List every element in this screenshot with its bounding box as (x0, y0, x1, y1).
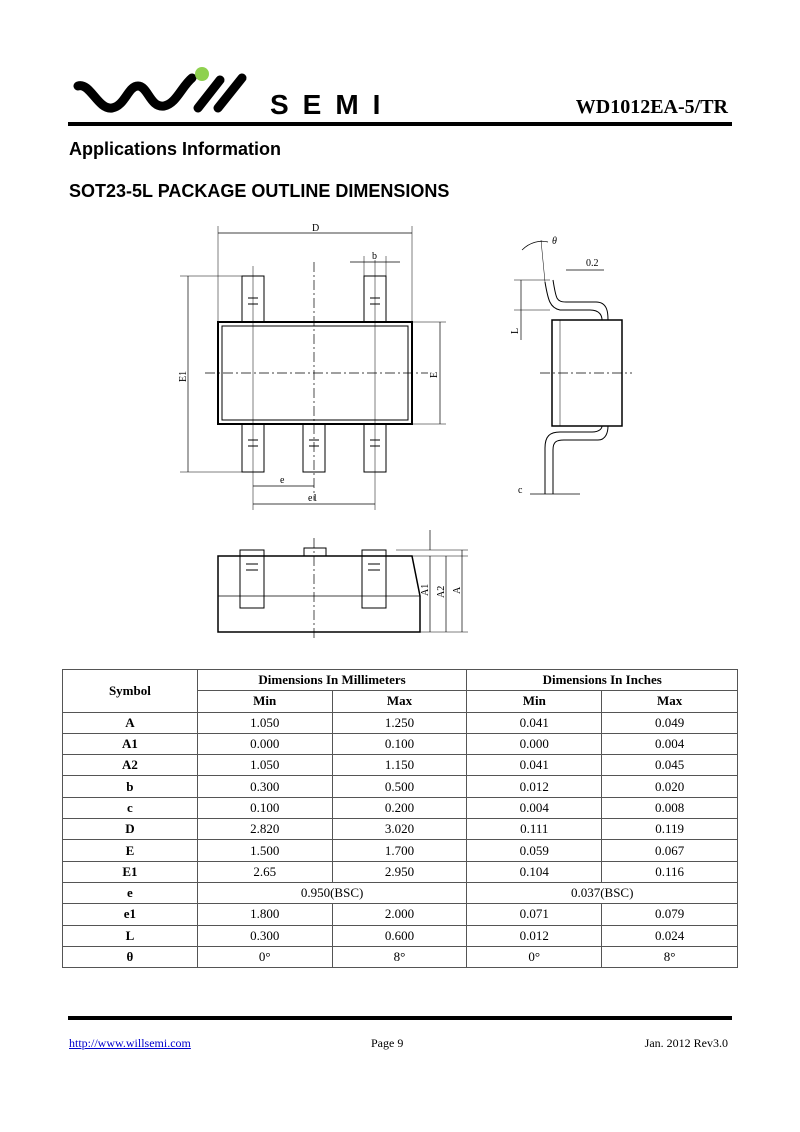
table-row (63, 904, 738, 925)
mm-max-cell: 0.500 (332, 776, 467, 797)
in-min-cell: 0° (467, 946, 602, 967)
in-min-cell: 0.059 (467, 840, 602, 861)
revision-date: Jan. 2012 Rev3.0 (644, 1036, 728, 1050)
table-row (63, 840, 738, 861)
label-theta: θ (552, 236, 557, 247)
in-min-cell: 0.012 (467, 925, 602, 946)
mm-min-cell: 0.300 (197, 776, 332, 797)
in-max-cell: 0.079 (602, 904, 738, 925)
page-number: Page 9 (371, 1036, 404, 1050)
in-min-cell: 0.104 (467, 861, 602, 882)
top-view (180, 226, 446, 510)
table-row (63, 776, 738, 797)
table-row (63, 819, 738, 840)
header-inches: Dimensions In Inches (467, 670, 738, 691)
label-offset: 0.2 (586, 258, 599, 269)
willsemi-logo (70, 64, 410, 118)
header-rule (68, 122, 732, 126)
table-row (63, 861, 738, 882)
mm-max-cell: 2.000 (332, 904, 467, 925)
row-symbol: e (63, 882, 198, 903)
header-symbol: Symbol (63, 670, 198, 713)
in-max-cell: 0.020 (602, 776, 738, 797)
in-min-cell: 0.004 (467, 797, 602, 818)
row-symbol: θ (63, 946, 198, 967)
in-max-cell: 0.045 (602, 755, 738, 776)
in-min-cell: 0.041 (467, 755, 602, 776)
row-symbol: D (63, 819, 198, 840)
mm-min-cell: 0.100 (197, 797, 332, 818)
row-symbol: c (63, 797, 198, 818)
in-max-cell: 0.116 (602, 861, 738, 882)
in-min-cell: 0.111 (467, 819, 602, 840)
package-heading: SOT23-5L PACKAGE OUTLINE DIMENSIONS (69, 181, 450, 201)
in-max-cell: 0.024 (602, 925, 738, 946)
mm-max-cell: 0.600 (332, 925, 467, 946)
in-max-cell: 0.004 (602, 733, 738, 754)
row-symbol: E (63, 840, 198, 861)
table-row (63, 925, 738, 946)
table-row (63, 797, 738, 818)
header-in-max: Max (602, 691, 738, 712)
section-heading: Applications Information (69, 139, 282, 159)
label-e: e (280, 475, 285, 486)
document-id: WD1012EA-5/TR (575, 96, 728, 118)
row-symbol: b (63, 776, 198, 797)
mm-min-cell: 0° (197, 946, 332, 967)
label-A2: A2 (436, 585, 447, 598)
in-max-cell: 0.119 (602, 819, 738, 840)
header-mm-min: Min (197, 691, 332, 712)
mm-min-cell: 0.300 (197, 925, 332, 946)
mm-min-cell: 0.000 (197, 733, 332, 754)
table-row (63, 712, 738, 733)
label-A: A (452, 586, 463, 594)
in-max-cell: 0.049 (602, 712, 738, 733)
in-max-cell: 0.008 (602, 797, 738, 818)
in-min-cell: 0.071 (467, 904, 602, 925)
mm-max-cell: 2.950 (332, 861, 467, 882)
row-symbol: A2 (63, 755, 198, 776)
in-min-cell: 0.012 (467, 776, 602, 797)
mm-max-cell: 1.150 (332, 755, 467, 776)
label-c: c (518, 485, 523, 496)
mm-min-cell: 1.050 (197, 712, 332, 733)
table-row (63, 733, 738, 754)
row-symbol: E1 (63, 861, 198, 882)
mm-min-cell: 1.050 (197, 755, 332, 776)
dimensions-table (62, 669, 738, 968)
row-symbol: e1 (63, 904, 198, 925)
logo-dot (195, 67, 209, 81)
mm-min-cell: 2.65 (197, 861, 332, 882)
label-b: b (372, 251, 377, 262)
label-L: L (510, 327, 521, 334)
label-E1: E1 (178, 370, 189, 382)
table-row (63, 882, 738, 903)
in-min-cell: 0.000 (467, 733, 602, 754)
mm-max-cell: 3.020 (332, 819, 467, 840)
mm-min-cell: 2.820 (197, 819, 332, 840)
label-E: E (429, 371, 440, 378)
package-outline-drawing (0, 215, 800, 645)
mm-max-cell: 1.700 (332, 840, 467, 861)
mm-max-cell: 1.250 (332, 712, 467, 733)
row-symbol: A1 (63, 733, 198, 754)
header-mm-max: Max (332, 691, 467, 712)
label-e1: e1 (308, 493, 318, 504)
mm-min-cell: 1.500 (197, 840, 332, 861)
header-millimeters: Dimensions In Millimeters (197, 670, 467, 691)
mm-max-cell: 0.100 (332, 733, 467, 754)
in-max-cell: 0.067 (602, 840, 738, 861)
in-max-cell: 8° (602, 946, 738, 967)
logo-text: SEMI (270, 89, 395, 118)
in-bsc-cell: 0.037(BSC) (467, 882, 738, 903)
label-A1: A1 (420, 583, 431, 596)
row-symbol: A (63, 712, 198, 733)
in-min-cell: 0.041 (467, 712, 602, 733)
table-row (63, 755, 738, 776)
mm-min-cell: 1.800 (197, 904, 332, 925)
page-header (0, 0, 800, 130)
side-view (514, 240, 632, 494)
row-symbol: L (63, 925, 198, 946)
header-in-min: Min (467, 691, 602, 712)
mm-max-cell: 8° (332, 946, 467, 967)
mm-bsc-cell: 0.950(BSC) (197, 882, 467, 903)
mm-max-cell: 0.200 (332, 797, 467, 818)
website-link[interactable]: http://www.willsemi.com (69, 1036, 191, 1050)
table-row (63, 946, 738, 967)
footer-rule (68, 1016, 732, 1020)
label-D: D (312, 223, 320, 234)
